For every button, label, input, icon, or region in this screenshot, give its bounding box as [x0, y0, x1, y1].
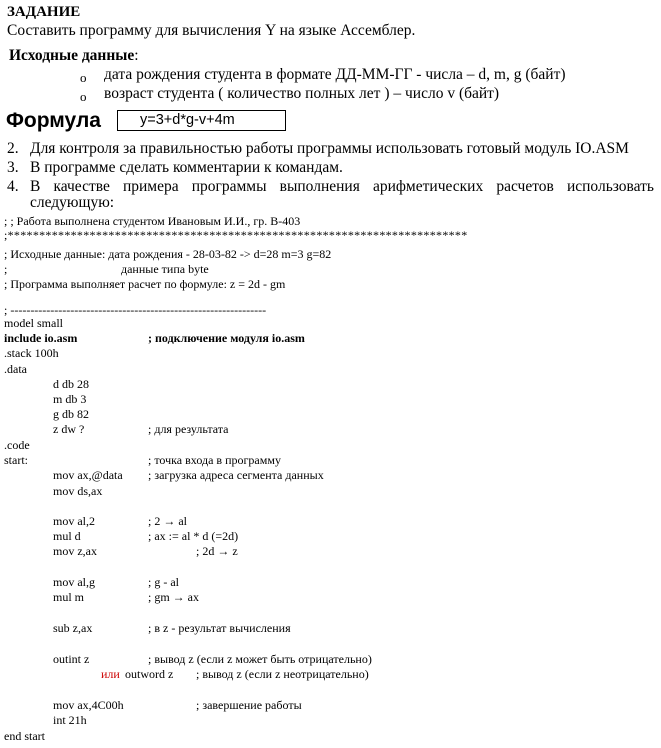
code-start-comment: ; точка входа в программу — [148, 453, 281, 467]
code-comment-author: ; ; Работа выполнена студентом Ивановым И.И., гр. В-403 — [4, 214, 301, 228]
code-var-g: g db 82 — [53, 407, 89, 421]
code-mul-m-comment: ; gm → ax — [148, 590, 199, 604]
item-text: В программе сделать комментарии к командам. — [30, 159, 343, 176]
code-stack: .stack 100h — [4, 346, 59, 360]
code-sub-z-ax-comment: ; в z - результат вычисления — [148, 621, 291, 635]
item-text: В качестве примера программы выполнения арифметических расчетов использовать — [30, 178, 654, 195]
code-outint-comment: ; вывод z (если z может быть отрицательно) — [148, 652, 372, 666]
formula-label: Формула — [6, 109, 101, 132]
code-mul-d: mul d — [53, 529, 81, 543]
code-include: include io.asm — [4, 331, 78, 345]
code-data-segment: .data — [4, 362, 27, 376]
code-comment-semicolon: ; — [4, 262, 8, 276]
code-stars-line: ;************************************************************************* — [4, 228, 468, 242]
code-mov-al-g-comment: ; g - al — [148, 575, 179, 589]
code-start-label: start: — [4, 453, 28, 467]
item-text: Для контроля за правильностью работы программы использовать готовый модуль IO.ASM — [30, 140, 629, 157]
code-mov-ax-4c00h-comment: ; завершение работы — [196, 698, 302, 712]
code-mov-ax-data: mov ax,@data — [53, 468, 123, 482]
code-sub-z-ax: sub z,ax — [53, 621, 93, 635]
code-mov-al-2: mov al,2 — [53, 514, 95, 528]
item-number: 2. — [7, 140, 19, 157]
task-description: Составить программу для вычисления Y на языке Ассемблер. — [7, 22, 416, 39]
code-end-start: end start — [4, 729, 45, 743]
bullet-item-age: возраст студента ( количество полных лет ) – число v (байт) — [104, 85, 500, 102]
code-comment-type: данные типа byte — [121, 262, 209, 276]
code-mov-al-g: mov al,g — [53, 575, 95, 589]
task-title: ЗАДАНИЕ — [7, 4, 81, 20]
item-number: 4. — [7, 178, 19, 195]
input-heading-text: Исходные данные — [9, 47, 135, 64]
code-include-comment: ; подключение модуля io.asm — [148, 331, 305, 345]
code-or-keyword: или — [101, 667, 120, 681]
code-outword: outword z — [125, 667, 174, 681]
code-var-m: m db 3 — [53, 392, 87, 406]
code-mov-z-ax: mov z,ax — [53, 544, 97, 558]
code-comment-input: ; Исходные данные: дата рождения - 28-03-82 -> d=28 m=3 g=82 — [4, 247, 332, 261]
item-number: 3. — [7, 159, 19, 176]
code-var-d: d db 28 — [53, 377, 89, 391]
bullet-item-birthdate: дата рождения студента в формате ДД-ММ-ГГ - числа – d, m, g (байт) — [104, 66, 566, 83]
code-outint: outint z — [53, 652, 90, 666]
code-mul-m: mul m — [53, 590, 85, 604]
code-var-z-comment: ; для результата — [148, 422, 229, 436]
formula-box: y=3+d*g-v+4m — [117, 110, 286, 131]
code-int-21h: int 21h — [53, 713, 87, 727]
input-data-heading — [9, 47, 139, 65]
bullet-icon: o — [80, 89, 87, 104]
code-mov-z-ax-comment: ; 2d → z — [196, 544, 238, 558]
code-mov-al-2-comment: ; 2 → al — [148, 514, 187, 528]
code-code-segment: .code — [4, 438, 30, 452]
code-model: model small — [4, 316, 63, 330]
input-heading-colon: : — [134, 47, 139, 64]
code-mov-ax-data-comment: ; загрузка адреса сегмента данных — [148, 468, 324, 482]
code-mul-d-comment: ; ax := al * d (=2d) — [148, 529, 239, 543]
code-comment-formula: ; Программа выполняет расчет по формуле: z = 2d - gm — [4, 277, 286, 291]
item-text-continuation: следующую: — [30, 194, 115, 211]
code-dash-line: ; ---------------------------------------------------------------- — [4, 303, 267, 317]
code-mov-ax-4c00h: mov ax,4C00h — [53, 698, 124, 712]
bullet-icon: o — [80, 70, 87, 85]
code-mov-ds-ax: mov ds,ax — [53, 484, 103, 498]
code-outword-comment: ; вывод z (если z неотрицательно) — [196, 667, 369, 681]
code-var-z: z dw ? — [53, 422, 85, 436]
